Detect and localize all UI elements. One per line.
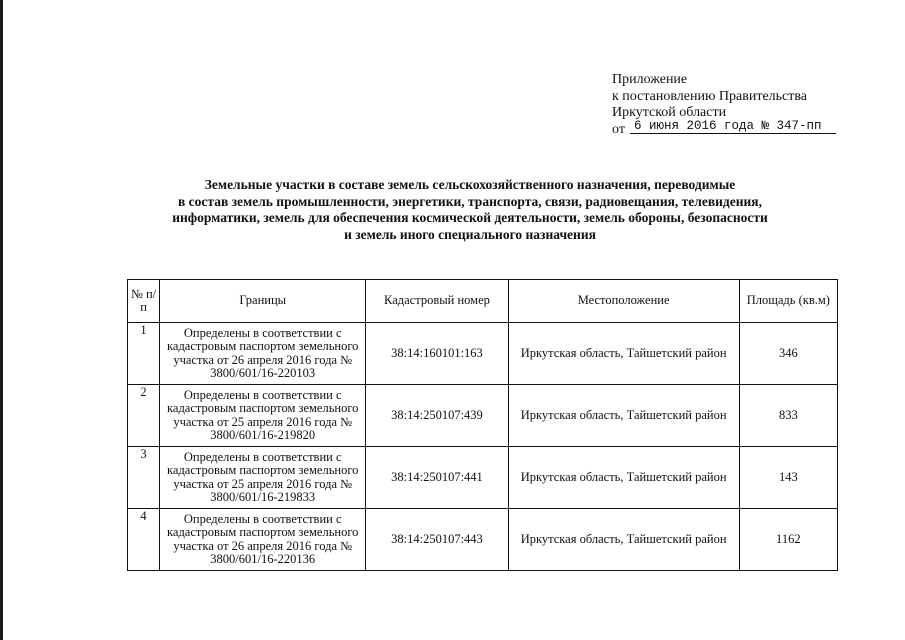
row-location: Иркутская область, Тайшетский район (508, 447, 739, 509)
row-location: Иркутская область, Тайшетский район (508, 385, 739, 447)
header-number: № п/п (128, 280, 160, 323)
title-line-4: и земель иного специального назначения (344, 226, 596, 242)
appendix-line-1: Приложение (612, 72, 688, 87)
row-location: Иркутская область, Тайшетский район (508, 323, 739, 385)
table-row (128, 385, 838, 447)
appendix-line-3: Иркутской области (612, 105, 727, 120)
table-row (128, 323, 838, 385)
scan-left-edge (0, 0, 3, 640)
row-boundary: Определены в соответствии с кадастровым паспортом земельного участка от 26 апреля 2016 года № 3800/601/16-220136 (160, 509, 366, 571)
table-body (128, 323, 838, 571)
table-row (128, 447, 838, 509)
title-line-1: Земельные участки в составе земель сельскохозяйственного назначения, переводимые (204, 177, 736, 192)
header-cadastral-number: Кадастровый номер (366, 280, 508, 323)
row-number: 3 (128, 447, 160, 509)
row-cadastral: 38:14:250107:443 (366, 509, 508, 571)
row-boundary: Определены в соответствии с кадастровым паспортом земельного участка от 25 апреля 2016 года № 3800/601/16-219833 (160, 447, 366, 509)
title-line-3: информатики, земель для обеспечения космической деятельности, земель обороны, безопасности (172, 210, 768, 225)
row-area: 833 (739, 385, 837, 447)
appendix-block (612, 72, 836, 138)
header-area: Площадь (кв.м) (739, 280, 837, 323)
from-label: от (612, 121, 625, 137)
row-boundary: Определены в соответствии с кадастровым паспортом земельного участка от 25 апреля 2016 года № 3800/601/16-219820 (160, 385, 366, 447)
header-row (128, 280, 838, 323)
row-area: 1162 (739, 509, 837, 571)
appendix-line-2: к постановлению Правительства (612, 88, 808, 104)
appendix-date-row (612, 118, 836, 139)
row-location: Иркутская область, Тайшетский район (508, 509, 739, 571)
row-number: 1 (128, 323, 160, 385)
document-title (100, 177, 840, 243)
row-area: 143 (739, 447, 837, 509)
title-line-2: в состав земель промышленности, энергетики, транспорта, связи, радиовещания, телевидения, (178, 193, 762, 209)
resolution-date: 6 июня 2016 года № 347-пп (630, 119, 836, 134)
row-area: 346 (739, 323, 837, 385)
table-row (128, 509, 838, 571)
row-cadastral: 38:14:250107:439 (366, 385, 508, 447)
row-boundary: Определены в соответствии с кадастровым паспортом земельного участка от 26 апреля 2016 года № 3800/601/16-220103 (160, 323, 366, 385)
row-cadastral: 38:14:250107:441 (366, 447, 508, 509)
land-plots-table (127, 279, 838, 571)
header-location: Местоположение (508, 280, 739, 323)
row-number: 2 (128, 385, 160, 447)
table-header (128, 280, 838, 323)
row-cadastral: 38:14:160101:163 (366, 323, 508, 385)
header-boundaries: Границы (160, 280, 366, 323)
row-number: 4 (128, 509, 160, 571)
